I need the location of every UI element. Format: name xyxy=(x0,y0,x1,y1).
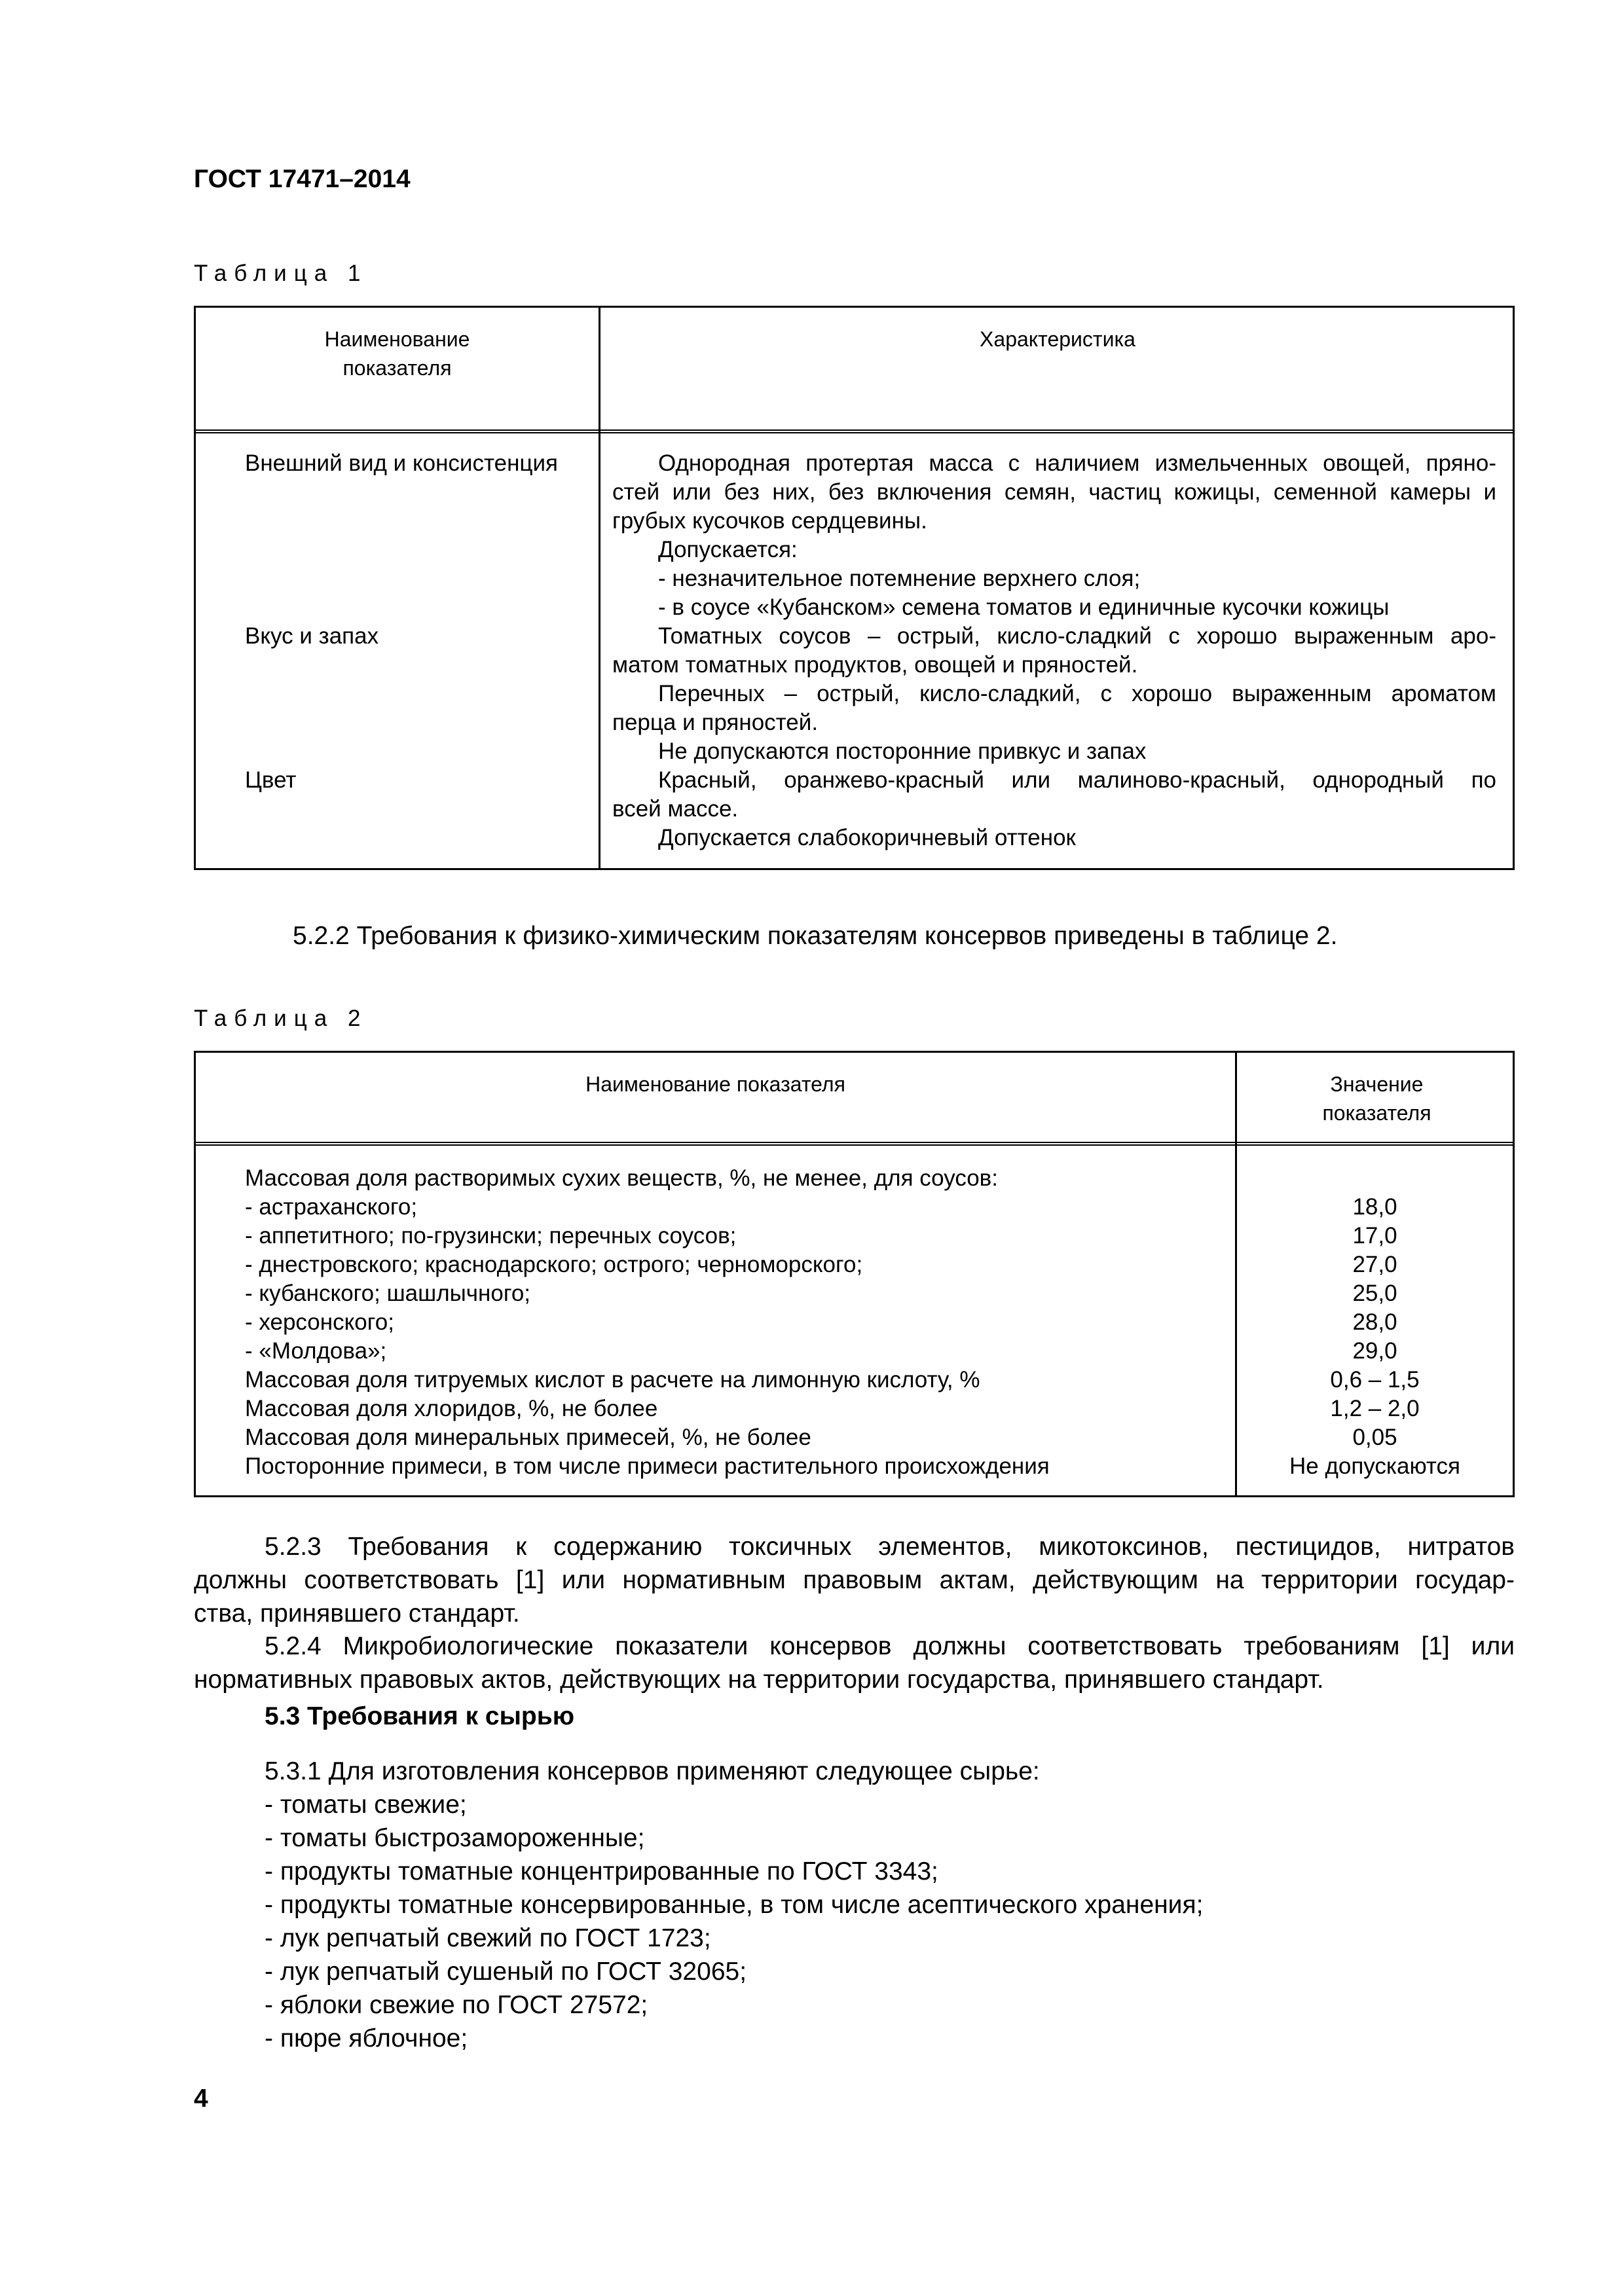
table-2-col2-header: Значение показателя xyxy=(1322,1072,1431,1125)
paragraph-5-3-1: 5.3.1 Для изготовления консервов применяют следующее сырье: xyxy=(265,1757,1040,1785)
table-2-caption: Таблица 2 xyxy=(194,1006,368,1031)
table-row: Массовая доля минеральных примесей, %, не более xyxy=(245,1425,811,1450)
table-1-col2-header: Характеристика xyxy=(980,327,1135,351)
table-cell-value: 29,0 xyxy=(1352,1338,1397,1364)
table-1-characteristics: Однородная протертая масса с наличием измельченных овощей, пряно- стей или без них, без включения семян, частиц кожицы, семенной камеры и грубых кусочков сердцевины. Допускается: - незначительное потемнение верхнего слоя; - в соусе «Кубанском» семена томатов и единичные кусочки кожицы Томатных соусов – острый, кисло-сладкий с хорошо выраженным аро- матом томатных продуктов, овощей и пряностей. Перечных – острый, кисло-сладкий, с хорошо выраженным ароматом перца и пряностей. Не допускаются посторонние привкус и запах Красный, оранжево-красный или малиново-красный, однородный по всей массе. Допускается слабокоричневый оттенок xyxy=(612,450,1496,850)
table-row: Массовая доля титруемых кислот в расчете на лимонную кислоту, % xyxy=(245,1367,980,1393)
table-2-indicator-names xyxy=(245,1164,1050,1481)
table-1-row-appearance-name: Внешний вид и консистенция xyxy=(245,450,558,476)
section-5-3-title: 5.3 Требования к сырью xyxy=(265,1702,575,1730)
table-row: Массовая доля растворимых сухих веществ, %, не менее, для соусов: xyxy=(245,1165,998,1191)
table-1-divider xyxy=(599,308,600,868)
table-2 xyxy=(194,1051,1515,1497)
list-item: - лук репчатый сушеный по ГОСТ 32065; xyxy=(265,1958,747,1986)
table-1-row-color-name: Цвет xyxy=(245,767,297,793)
table-1-row-taste-name: Вкус и запах xyxy=(245,623,379,649)
list-item: - томаты свежие; xyxy=(265,1791,467,1819)
table-cell-value: 25,0 xyxy=(1352,1281,1397,1306)
paragraph-5-2-3: 5.2.3 Требования к содержанию токсичных элементов, микотоксинов, пестицидов, нитратов должны соответствовать [1] или нормативным правовым актам, действующим на территории государ- ства, принявшего стандарт. xyxy=(194,1533,1515,1628)
paragraph-5-2-2: 5.2.2 Требования к физико-химическим показателям консервов приведены в таблице 2. xyxy=(293,922,1338,950)
table-cell-value xyxy=(1235,1164,1515,1193)
paragraph-5-2-4: 5.2.4 Микробиологические показатели консервов должны соответствовать требованиям [1] или нормативных правовых актов, действующих на территории государства, принявшего стандарт. xyxy=(194,1632,1515,1694)
table-cell-value: Не допускаются xyxy=(1289,1453,1461,1479)
table-cell-value: 28,0 xyxy=(1352,1309,1397,1335)
list-item: - яблоки свежие по ГОСТ 27572; xyxy=(265,1991,648,2019)
table-2-values xyxy=(1235,1164,1515,1481)
table-cell-value: 18,0 xyxy=(1352,1194,1397,1220)
list-item: - продукты томатные консервированные, в том числе асептического хранения; xyxy=(265,1891,1204,1919)
list-item: - томаты быстрозамороженные; xyxy=(265,1824,645,1852)
list-item: - продукты томатные концентрированные по ГОСТ 3343; xyxy=(265,1857,938,1886)
page-number: 4 xyxy=(194,2085,208,2113)
table-row: - «Молдова»; xyxy=(245,1338,387,1364)
table-cell-value: 0,05 xyxy=(1352,1425,1397,1450)
table-row: Посторонние примеси, в том числе примеси растительного происхождения xyxy=(245,1453,1050,1479)
table-row: - аппетитного; по-грузински; перечных соусов; xyxy=(245,1223,737,1248)
list-item: - лук репчатый свежий по ГОСТ 1723; xyxy=(265,1924,711,1952)
table-row: - астраханского; xyxy=(245,1194,418,1220)
table-row: - днестровского; краснодарского; острого; черноморского; xyxy=(245,1252,863,1277)
table-cell-value: 0,6 – 1,5 xyxy=(1330,1367,1420,1393)
table-row: - херсонского; xyxy=(245,1309,394,1335)
table-cell-value: 17,0 xyxy=(1352,1223,1397,1248)
table-1-col1-header: Наименование показателя xyxy=(324,327,470,380)
table-row: Массовая доля хлоридов, %, не более xyxy=(245,1396,658,1421)
table-2-col1-header: Наименование показателя xyxy=(585,1072,845,1096)
document-code: ГОСТ 17471–2014 xyxy=(194,165,411,193)
table-row: - кубанского; шашлычного; xyxy=(245,1281,531,1306)
list-item: - пюре яблочное; xyxy=(265,2024,468,2052)
raw-materials-list xyxy=(265,1755,1203,2055)
table-cell-value: 1,2 – 2,0 xyxy=(1330,1396,1420,1421)
table-1-caption: Таблица 1 xyxy=(194,261,368,286)
table-1 xyxy=(194,306,1515,870)
table-cell-value: 27,0 xyxy=(1352,1252,1397,1277)
